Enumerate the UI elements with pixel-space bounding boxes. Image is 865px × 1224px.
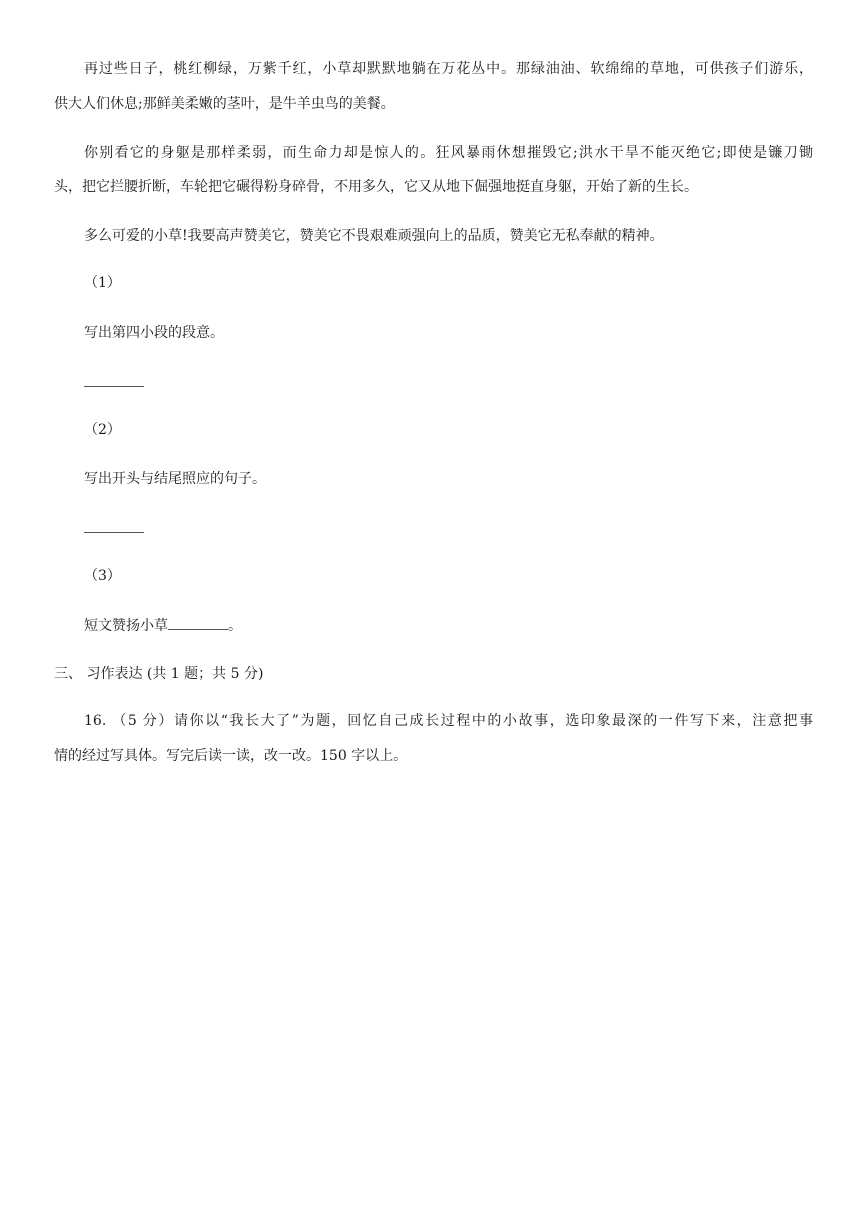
question-1-number: （1）	[84, 275, 121, 291]
question-3-number: （3）	[84, 568, 121, 584]
question-16-line-2: 情的经过写具体。写完后读一读，改一改。150 字以上。	[54, 748, 408, 764]
question-3-prompt	[84, 615, 813, 636]
passage-paragraph-3: 多么可爱的小草!我要高声赞美它，赞美它不畏艰难顽强向上的品质，赞美它无私奉献的精神。	[84, 228, 664, 244]
question-2-answer-blank[interactable]	[84, 532, 144, 533]
question-1-answer-blank[interactable]	[84, 386, 144, 387]
section-3-heading: 三、 习作表达 (共 1 题；共 5 分)	[54, 666, 264, 682]
question-3-prompt-end: 。	[228, 618, 242, 634]
passage-paragraph-1-line-1: 再过些日子，桃红柳绿，万紫千红，小草却默默地躺在万花丛中。那绿油油、软绵绵的草地，可供孩子们游乐，	[84, 61, 813, 77]
question-2-number: （2）	[84, 422, 121, 438]
question-3-prompt-text: 短文赞扬小草	[84, 618, 168, 634]
passage-paragraph-2-line-1: 你别看它的身躯是那样柔弱，而生命力却是惊人的。狂风暴雨休想摧毁它;洪水干旱不能灭绝它;即使是镰刀锄	[84, 145, 813, 161]
question-3-answer-blank[interactable]	[168, 615, 228, 630]
question-2-prompt: 写出开头与结尾照应的句子。	[84, 471, 266, 487]
passage-paragraph-1-line-2: 供大人们休息;那鲜美柔嫩的茎叶，是牛羊虫鸟的美餐。	[54, 96, 395, 112]
question-1-prompt: 写出第四小段的段意。	[84, 325, 224, 341]
passage-paragraph-2-line-2: 头，把它拦腰折断，车轮把它碾得粉身碎骨，不用多久，它又从地下倔强地挺直身躯，开始了新的生长。	[54, 179, 698, 195]
question-16-line-1: 16. （5 分）请你以“我长大了”为题，回忆自己成长过程中的小故事，选印象最深的一件写下来，注意把事	[84, 713, 813, 729]
